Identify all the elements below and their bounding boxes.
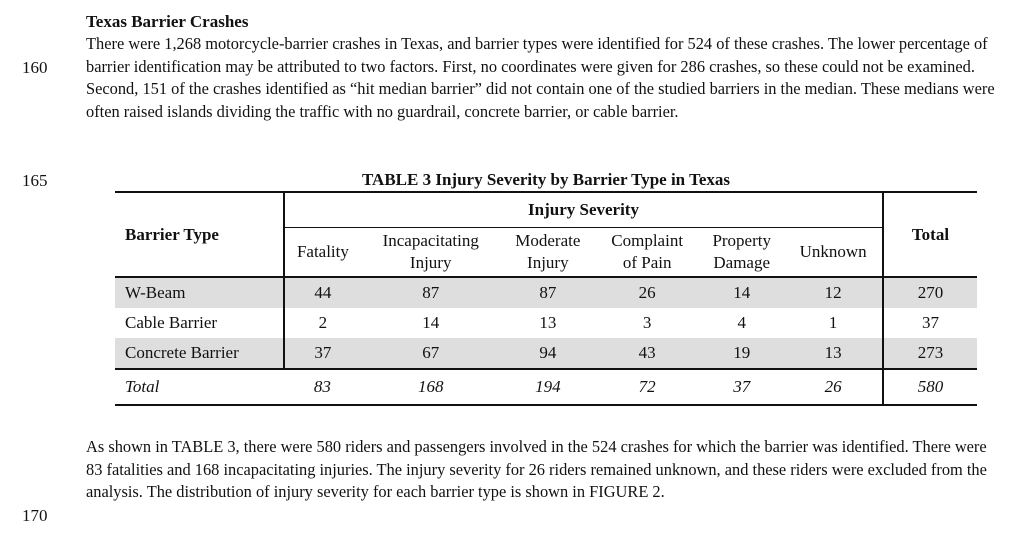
table-caption: TABLE 3 Injury Severity by Barrier Type in Texas	[361, 170, 731, 189]
table-cell: 12	[784, 277, 883, 308]
table-cell: 37	[699, 369, 784, 405]
closing-paragraph-block	[86, 436, 1001, 504]
closing-paragraph: As shown in TABLE 3, there were 580 riders and passengers involved in the 524 crashes for which the barrier was identified. There were 83 fatalities and 168 incapacitating injuries. The injury severity for 26 riders remained unknown, and these riders were excluded from the analysis. The distribution of injury severity for each barrier type is shown in FIGURE 2.	[86, 437, 987, 501]
table-cell: 13	[539, 313, 557, 332]
column-header-property-damage: Property Damage	[699, 228, 784, 278]
table-row	[115, 308, 977, 338]
line-number: 165	[22, 171, 48, 190]
table-cell: 19	[699, 338, 784, 369]
table-cell: 94	[501, 338, 596, 369]
table-cell: 14	[699, 277, 784, 308]
table-cell: 83	[284, 369, 361, 405]
total-row-label: Total	[115, 369, 284, 405]
table-total-row	[115, 369, 977, 405]
table-cell: 13	[784, 338, 883, 369]
table-cell: 2	[318, 313, 328, 332]
table-cell: 43	[595, 338, 699, 369]
row-total: 270	[883, 277, 977, 308]
table-cell: 1	[828, 313, 838, 332]
column-header-fatality: Fatality	[284, 228, 361, 278]
table-cell: 37	[284, 338, 361, 369]
column-header-unknown: Unknown	[784, 228, 883, 278]
section-paragraph: There were 1,268 motorcycle-barrier crashes in Texas, and barrier types were identified for 524 of these crashes. The lower percentage of barrier identification may be attributed to two factors. First, no coordinates were given for 286 crashes, so these could not be examined. Second, 151 of the crashes identified as “hit median barrier” did not contain one of the studied barriers in the median. These medians were often raised islands dividing the traffic with no guardrail, concrete barrier, or cable barrier.	[86, 34, 995, 121]
table-cell: 4	[737, 313, 746, 332]
table-cell: 168	[361, 369, 501, 405]
table-cell: 14	[422, 313, 440, 332]
table-cell: 194	[501, 369, 596, 405]
line-number: 170	[22, 506, 48, 525]
table-cell: 3	[642, 313, 652, 332]
total-header: Total	[883, 192, 977, 277]
grand-total: 580	[883, 369, 977, 405]
line-number: 160	[22, 58, 48, 77]
table-cell: 87	[361, 277, 501, 308]
row-label: Cable Barrier	[115, 308, 284, 338]
table-cell: 87	[501, 277, 596, 308]
column-header-incapacitating-injury: Incapacitating Injury	[361, 228, 501, 278]
row-total: 273	[883, 338, 977, 369]
row-label: W-Beam	[115, 277, 284, 308]
barrier-type-header: Barrier Type	[115, 192, 284, 277]
row-label: Concrete Barrier	[115, 338, 284, 369]
table-row	[115, 277, 977, 308]
row-total: 37	[883, 308, 977, 338]
injury-severity-group-header: Injury Severity	[284, 192, 883, 228]
table-cell: 72	[595, 369, 699, 405]
section-heading: Texas Barrier Crashes	[86, 12, 249, 31]
table-cell: 26	[595, 277, 699, 308]
table-cell: 44	[284, 277, 361, 308]
table-cell: 26	[784, 369, 883, 405]
table-cell: 67	[361, 338, 501, 369]
column-header-moderate-injury: Moderate Injury	[501, 228, 596, 278]
table-row	[115, 338, 977, 369]
injury-severity-table	[115, 191, 977, 406]
section-texas-barrier-crashes	[86, 11, 1001, 123]
column-header-complaint-of-pain: Complaint of Pain	[595, 228, 699, 278]
